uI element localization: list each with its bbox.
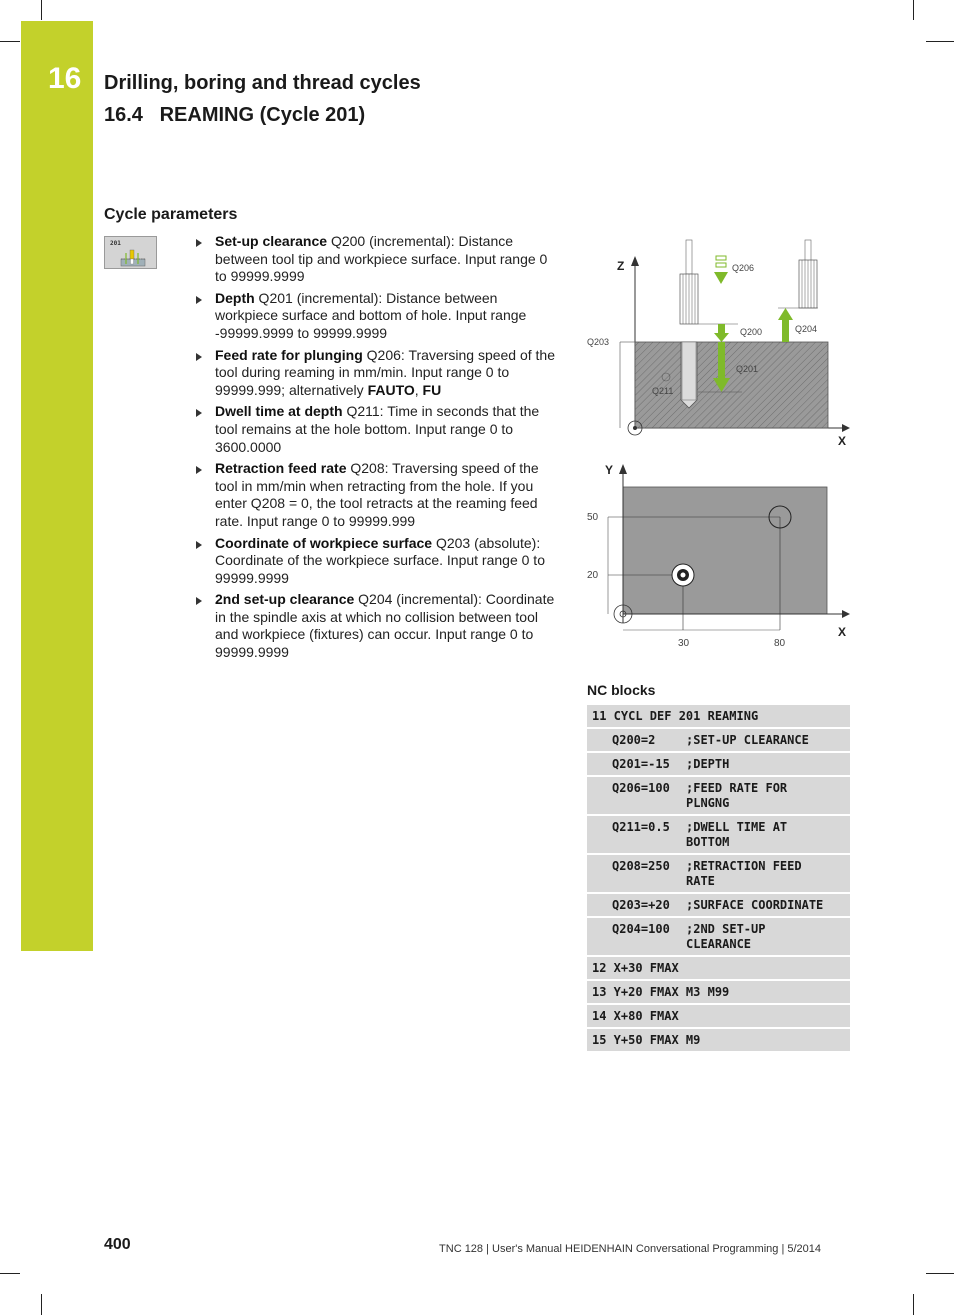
nc-row: Q211=0.5 ;DWELL TIME AT BOTTOM: [587, 816, 850, 855]
x-tick-30: 30: [678, 638, 690, 649]
chapter-tab: [21, 21, 93, 951]
nc-row: 12 X+30 FMAX: [587, 957, 850, 981]
nc-row: Q204=100 ;2ND SET-UP CLEARANCE: [587, 918, 850, 957]
reaming-side-view-diagram: [582, 236, 852, 451]
section-title: 16.4 REAMING (Cycle 201): [104, 104, 366, 126]
tool-shank: [686, 240, 692, 274]
q200-arrow-icon: [714, 324, 729, 342]
z-axis-label: Z: [617, 259, 625, 273]
q211-label: Q211: [652, 386, 674, 396]
crop-mark: [913, 1294, 914, 1315]
q200-label: Q200: [740, 327, 763, 337]
param-setup-clearance: Set-up clearance Q200 (incremental): Distance between tool tip and workpiece surface. Input range 0 to 99999.9999: [196, 233, 560, 286]
bullet-triangle-icon: [196, 296, 202, 304]
y-tick-50: 50: [587, 512, 599, 523]
nc-row: 14 X+80 FMAX: [587, 1005, 850, 1029]
crop-mark: [0, 41, 20, 42]
y-axis-label: Y: [605, 463, 614, 477]
q204-arrow-icon: [778, 308, 793, 342]
nc-row: 11 CYCL DEF 201 REAMING: [587, 705, 850, 729]
param-dwell-time: Dwell time at depth Q211: Time in seconds that the tool remains at the hole bottom. Input range 0 to 3600.0000: [196, 403, 560, 456]
x-tick-80: 80: [774, 638, 786, 649]
tool-in-hole: [682, 342, 696, 400]
bullet-triangle-icon: [196, 466, 202, 474]
crop-mark: [913, 0, 914, 20]
workpiece-top: [623, 487, 827, 614]
bullet-triangle-icon: [196, 239, 202, 247]
chapter-number: 16: [48, 62, 82, 95]
softkey-label: 201: [110, 240, 121, 247]
param-retraction-feed-rate: Retraction feed rate Q208: Traversing speed of the tool in mm/min when retracting from the hole. If you enter Q208 = 0, the tool retracts at the reaming feed rate. Input range 0 to 99999.999: [196, 460, 560, 530]
crop-mark: [926, 41, 954, 42]
nc-row: Q208=250 ;RETRACTION FEED RATE: [587, 855, 850, 894]
tool-2-shank: [805, 240, 811, 262]
q206-label: Q206: [732, 263, 755, 273]
z-axis-arrow-icon: [631, 256, 639, 266]
nc-blocks-table: [587, 705, 850, 1053]
reaming-top-view-diagram: [582, 458, 852, 653]
x-axis-label: X: [838, 625, 847, 639]
nc-row: Q201=-15 ;DEPTH: [587, 753, 850, 777]
bullet-triangle-icon: [196, 541, 202, 549]
nc-row: 13 Y+20 FMAX M3 M99: [587, 981, 850, 1005]
y-axis-arrow-icon: [619, 464, 627, 474]
crop-mark: [0, 1273, 20, 1274]
q206-arrow-icon: [714, 272, 728, 284]
bullet-triangle-icon: [196, 409, 202, 417]
page-number: 400: [104, 1236, 131, 1253]
nc-row: Q203=+20 ;SURFACE COORDINATE: [587, 894, 850, 918]
bullet-triangle-icon: [196, 353, 202, 361]
nc-row: Q206=100 ;FEED RATE FOR PLNGNG: [587, 777, 850, 816]
workpiece: [635, 342, 828, 428]
nc-row: Q200=2 ;SET-UP CLEARANCE: [587, 729, 850, 753]
q204-label: Q204: [795, 324, 818, 334]
crop-mark: [41, 1294, 42, 1315]
bullet-triangle-icon: [196, 597, 202, 605]
q201-label: Q201: [736, 364, 759, 374]
nc-blocks-heading: NC blocks: [587, 682, 656, 698]
q206-arrow-box: [716, 256, 726, 260]
x-axis-arrow-icon: [842, 424, 850, 432]
parameter-list: [196, 233, 560, 666]
param-surface-coordinate: Coordinate of workpiece surface Q203 (absolute): Coordinate of the workpiece surface. Input range 0 to 99999.9999: [196, 535, 560, 588]
chapter-title: Drilling, boring and thread cycles: [104, 72, 421, 94]
param-feed-rate-plunging: Feed rate for plunging Q206: Traversing speed of the tool during reaming in mm/min. Input range 0 to 99999.999; alternatively FAUTO, FU: [196, 347, 560, 400]
x-axis-arrow-icon: [842, 610, 850, 618]
cycle-parameters-heading: Cycle parameters: [104, 206, 238, 223]
param-2nd-setup-clearance: 2nd set-up clearance Q204 (incremental): Coordinate in the spindle axis at which no collision between tool and workpiece (fixtures) can occur. Input range 0 to 99999.9999: [196, 591, 560, 661]
x-axis-label: X: [838, 434, 847, 448]
crop-mark: [926, 1273, 954, 1274]
param-depth: Depth Q201 (incremental): Distance between workpiece surface and bottom of hole. Input range -99999.9999 to 99999.9999: [196, 290, 560, 343]
q203-label: Q203: [587, 337, 610, 347]
reaming-icon: [105, 237, 158, 270]
crop-mark: [41, 0, 42, 20]
y-tick-20: 20: [587, 570, 599, 581]
footer-text: TNC 128 | User's Manual HEIDENHAIN Conversational Programming | 5/2014: [439, 1243, 821, 1255]
cycle-201-softkey[interactable]: [104, 236, 157, 269]
nc-row: 15 Y+50 FMAX M9: [587, 1029, 850, 1053]
